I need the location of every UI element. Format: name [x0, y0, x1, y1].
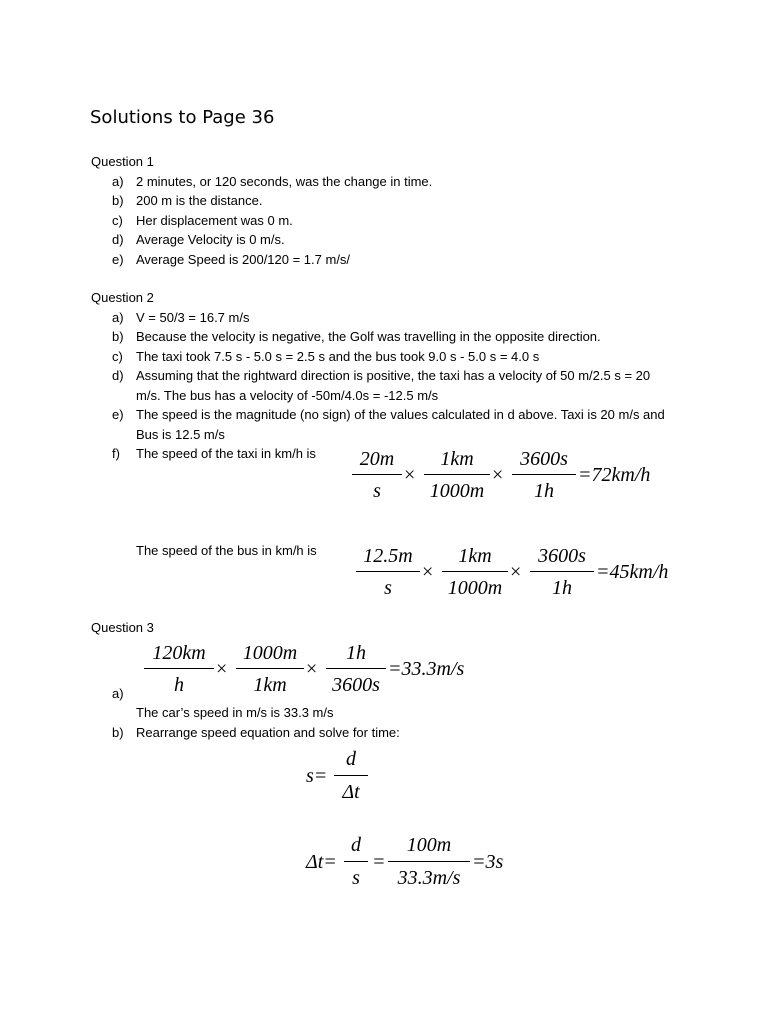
q3-item-a-text: The car’s speed in m/s is 33.3 m/s — [136, 705, 334, 720]
item-label: c) — [112, 213, 123, 228]
item-label: f) — [112, 446, 120, 461]
bus-speed-equation — [356, 545, 686, 603]
time-formula — [306, 834, 526, 894]
numerator: 1000m — [242, 642, 298, 664]
equation-result: =3s — [472, 851, 504, 873]
item-text: Assuming that the rightward direction is positive, the taxi has a velocity of 50 m/2.5 s = 20 m/s. The bus has a velocity of -50m/4.0s = -12.5 m/s — [136, 368, 651, 403]
q3-item-b-text: Rearrange speed equation and solve for time: — [136, 725, 400, 740]
times-sign: × — [422, 561, 434, 583]
numerator: 1h — [346, 642, 366, 664]
fraction-bar — [326, 668, 386, 669]
bus-speed-text: The speed of the bus in km/h is — [136, 543, 317, 558]
item-label: e) — [112, 252, 124, 267]
page-title: Solutions to Page 36 — [90, 107, 275, 128]
question-1-heading: Question 1 — [91, 154, 154, 169]
denominator: 3600s — [332, 674, 380, 696]
taxi-speed-equation — [352, 448, 672, 506]
item-text: Average Speed is 200/120 = 1.7 m/s/ — [136, 252, 351, 267]
item-text: 200 m is the distance. — [136, 193, 263, 208]
item-text: 2 minutes, or 120 seconds, was the change in time. — [136, 174, 433, 189]
question-2-heading: Question 2 — [91, 290, 154, 305]
fraction — [352, 448, 402, 506]
numerator: 1km — [458, 545, 492, 567]
fraction — [236, 642, 304, 700]
times-sign: × — [492, 464, 504, 486]
fraction — [356, 545, 420, 603]
q3-item-a-label: a) — [112, 686, 124, 701]
times-sign: × — [510, 561, 522, 583]
denominator: s — [352, 867, 360, 889]
denominator: s — [384, 577, 392, 599]
fraction-bar — [530, 571, 594, 572]
numerator: 20m — [359, 448, 395, 470]
item-text: V = 50/3 = 16.7 m/s — [136, 310, 250, 325]
item-text: Her displacement was 0 m. — [136, 213, 293, 228]
fraction — [326, 642, 386, 700]
fraction — [334, 748, 368, 806]
fraction-bar — [236, 668, 304, 669]
fraction — [530, 545, 594, 603]
fraction — [424, 448, 490, 506]
equals-sign: = — [372, 851, 386, 873]
item-text: The speed is the magnitude (no sign) of the values calculated in d above. Taxi is 20 m/s and Bus is 12.5 m/s — [136, 407, 665, 442]
denominator: 1h — [534, 480, 554, 502]
numerator: 12.5m — [363, 545, 413, 567]
times-sign: × — [404, 464, 416, 486]
fraction-bar — [424, 474, 490, 475]
fraction — [388, 834, 470, 892]
item-label: e) — [112, 407, 124, 422]
denominator: Δt — [342, 781, 360, 803]
numerator: 3600s — [520, 448, 568, 470]
denominator: 1000m — [429, 480, 485, 502]
fraction-bar — [356, 571, 420, 572]
fraction-bar — [388, 861, 470, 862]
fraction-bar — [442, 571, 508, 572]
fraction — [442, 545, 508, 603]
formula-lhs: s= — [306, 765, 328, 787]
numerator: 3600s — [538, 545, 586, 567]
item-label: a) — [112, 310, 124, 325]
denominator: 1km — [253, 674, 287, 696]
question-3-heading: Question 3 — [91, 620, 154, 635]
formula-lhs: Δt= — [306, 851, 337, 873]
denominator: 33.3m/s — [397, 867, 461, 889]
equation-result: =33.3m/s — [388, 658, 465, 680]
item-label: c) — [112, 349, 123, 364]
fraction — [512, 448, 576, 506]
numerator: d — [346, 748, 356, 770]
item-label: d) — [112, 368, 124, 383]
equation-result: =72km/h — [578, 464, 651, 486]
item-text: The taxi took 7.5 s - 5.0 s = 2.5 s and the bus took 9.0 s - 5.0 s = 4.0 s — [136, 349, 540, 364]
speed-formula — [306, 748, 386, 808]
fraction-bar — [334, 775, 368, 776]
item-label: b) — [112, 193, 124, 208]
denominator: s — [373, 480, 381, 502]
item-text: Average Velocity is 0 m/s. — [136, 232, 285, 247]
fraction-bar — [344, 861, 368, 862]
denominator: 1000m — [447, 577, 503, 599]
fraction-bar — [144, 668, 214, 669]
item-label: a) — [112, 174, 124, 189]
numerator: 100m — [406, 834, 452, 856]
car-speed-equation — [144, 642, 484, 700]
item-label: d) — [112, 232, 124, 247]
fraction — [344, 834, 368, 892]
denominator: 1h — [552, 577, 572, 599]
item-label: b) — [112, 329, 124, 344]
q3-item-b-label: b) — [112, 725, 124, 740]
fraction-bar — [352, 474, 402, 475]
equation-result: =45km/h — [596, 561, 669, 583]
numerator: d — [351, 834, 361, 856]
item-text: The speed of the taxi in km/h is — [136, 446, 316, 461]
fraction-bar — [512, 474, 576, 475]
item-text: Because the velocity is negative, the Golf was travelling in the opposite direction. — [136, 329, 601, 344]
denominator: h — [174, 674, 184, 696]
times-sign: × — [216, 658, 228, 680]
fraction — [144, 642, 214, 700]
numerator: 120km — [152, 642, 206, 664]
times-sign: × — [306, 658, 318, 680]
numerator: 1km — [440, 448, 474, 470]
